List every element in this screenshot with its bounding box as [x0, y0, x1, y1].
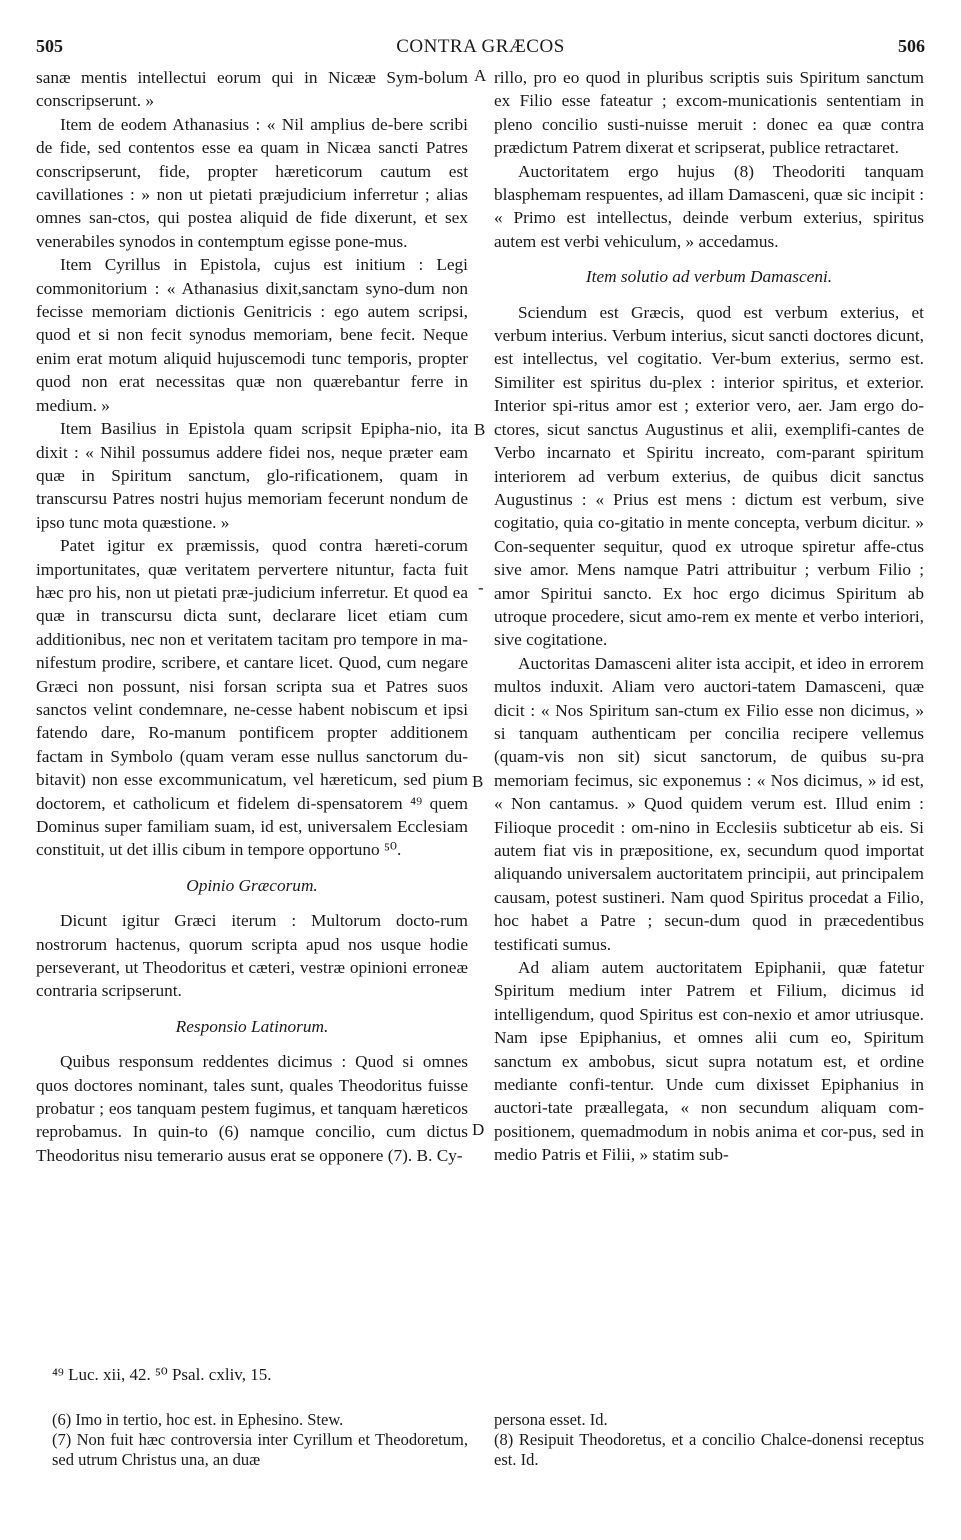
running-title: CONTRA GRÆCOS — [396, 36, 565, 57]
paragraph: Patet igitur ex præmissis, quod contra hæreti-corum importunitates, quæ veritatem pervertere nituntur, facta fuit hæc pro his, non ut pietati præ-judicium inferretur. Et quod ea quæ in transcursu dicta sunt, declarare licet etiam cum additionibus, nec non et veritatem tacitam pro tempore in ma-nifestum prodire, scribere, et cantare licet. Quod, cum negare Græci non possunt, nisi forsan scripta sua et Patres suos sanctos velint condemnare, ne-cesse habent nobiscum et ipsi fatendo dare, Ro-manum pontificem propter additionem factam in Symbolo (quam veram esse nullus sanctorum du-bitavit) non esse excommunicatum, vel hæreticum, sed pium doctorem, et catholicum et fidelem di-spensatorem ⁴⁹ quem Dominus super familiam suam, id est, universalem Ecclesiam constituit, ut det illis cibum in tempore opportuno ⁵⁰. — [36, 536, 468, 860]
paragraph: Dicunt igitur Græci iterum : Multorum docto-rum nostrorum hactenus, quorum scripta apud nos usque hodie perseverant, ut Theodoritus et cæteri, vestræ opinioni erroneæ contraria scripserunt. — [36, 911, 468, 1001]
margin-marker-d: D — [472, 1120, 485, 1139]
section-heading: Opinio Græcorum. — [186, 875, 318, 895]
paragraph: Item de eodem Athanasius : « Nil amplius de-bere scribi de fide, sed contentos esse ea quam in Nicæa sancti Patres conscripserunt, fide, propter hæreticorum cautum est cavillationes : » non ut pietati præjudicium inferretur ; alias omnes san-ctos, qui postea aliquid de fide dixerunt, et sex venerabiles synodos in contemptum egisse pone-mus. — [36, 114, 468, 251]
section-heading: Item solutio ad verbum Damasceni. — [585, 267, 833, 287]
footnote: (6) Imo in tertio, hoc est. in Ephesino. Stew. — [52, 1410, 344, 1429]
paragraph: Auctoritatem ergo hujus (8) Theodoriti tanquam blasphemam respuentes, ad illam Damasceni, quæ sic incipit : « Primo est intellectus, deinde verbum exterius, spiritus autem est verbi vehiculum, » accedamus. — [494, 161, 924, 251]
paragraph: Item Basilius in Epistola quam scripsit Epipha-nio, ita dixit : « Nihil possumus addere fidei nos, neque præter eam quæ in Spiritum sanctum, glo-rificationem, quam in transcursu Patres nostri hujus memoriam fecerunt nondum de ipso tunc mota quæstione. » — [36, 419, 468, 532]
section-heading: Responsio Latinorum. — [175, 1016, 329, 1036]
paragraph: sanæ mentis intellectui eorum qui in Nicææ Sym-bolum conscripserunt. » — [36, 68, 468, 111]
margin-marker-a: A — [474, 66, 487, 85]
footnote: (8) Resipuit Theodoretus, et a concilio Chalce-donensi receptus est. Id. — [494, 1430, 924, 1469]
footnotes-left — [52, 1410, 468, 1470]
paragraph: Ad aliam autem auctoritatem Epiphanii, quæ fatetur Spiritum medium inter Patrem et Filium, dicimus id intelligendum, quod Spiritus est con-nexio et amor utriusque. Nam ipse Epiphanius, et omnes alii cum eo, Spiritum sanctum ex ambobus, sicut supra notatum est, et ordine mediante confi-tentur. Unde cum dixisset Epiphanius in auctori-tate præallegata, « non secundum aliquam com-positionem, quemadmodum in nobis anima et cor-pus, sed in medio Patris et Filii, » statim sub- — [494, 958, 924, 1165]
paragraph: Quibus responsum reddentes dicimus : Quod si omnes quos doctores nominant, tales sunt, quales Theodoritus fuisse probatur ; eos tanquam pestem fugimus, et tanquam hæreticos reprobamus. In quin-to (6) namque concilio, cum dictus Theodoritus nisu temerario ausus erat se opponere (7). B. Cy- — [36, 1052, 468, 1165]
footnote: persona esset. Id. — [494, 1410, 608, 1429]
scripture-references: ⁴⁹ Luc. xii, 42. ⁵⁰ Psal. cxliv, 15. — [52, 1365, 272, 1384]
paragraph: Auctoritas Damasceni aliter ista accipit, et ideo in errorem multos induxit. Aliam vero auctori-tatem Damasceni, quæ dicit : « Nos Spiritum san-ctum ex Filio esse non dicimus, » si tanquam authenticam per concilia recipere vellemus (quam-vis non sit) sicut sanctorum, de quibus su-pra memoriam fecimus, sic exponemus : « Nos dicimus, » id est, « Non cantamus. » Quod quidem verum est. Illud enim : Filioque procedit : om-nino in Ecclesiis subticetur ab eis. Si autem fiat vis in præpositione, ex, secundum quod importat aliquando universalem auctoritatem principii, aut principalem causam, potest sustineri. Nam quod Spiritus procedat a Filio, hoc habet a Patre ; secun-dum quod in præcedentibus testificati sumus. — [494, 653, 924, 954]
margin-marker-dash: - — [478, 578, 484, 597]
paragraph: Item Cyrillus in Epistola, cujus est initium : Legi commonitorium : « Athanasius dixit,sanctam syno-dum non fecisse memoriam dictionis Genitricis : ego autem scripsi, quod et si non fecit synodus memoriam, bene fecit. Neque enim erat motum aliquid hujuscemodi tunc temporis, propter quod non erat necessitas quæ non quærebantur ferre in medium. » — [36, 255, 468, 415]
margin-marker-b: B — [472, 772, 484, 791]
paragraph: Sciendum est Græcis, quod est verbum exterius, et verbum interius. Verbum interius, sicut sancti doctores dicunt, est intellectus, vel cogitatio. Ver-bum exterius, sermo est. Similiter est spiritus du-plex : interior spiritus, et exterior. Interior spi-ritus amor est ; exterior vero, aer. Jam ergo do-ctores, sicut sanctus Augustinus et alii, exemplifi-cantes de Verbo incarnato et Spiritu increato, com-parant spiritum interiorem ad verbum exterius, de quibus dicit sanctus Augustinus : « Prius est mens : dictum est verbum, sive cogitatio, quia co-gitatio in mente concepta, verbum dicitur. » Con-sequenter sequitur, quod ex utroque spiretur affe-ctus sive amor. Mens namque Patri attribuitur ; verbum Filio ; amor Spiritui sancto. Ex hoc ergo dicimus Spiritum ab utroque procedere, sicut amo-rem ex mente et verbo interiori, sive cogitatione. — [494, 302, 924, 650]
right-column — [494, 66, 924, 1167]
footnotes-right — [494, 1410, 924, 1470]
footnote: (7) Non fuit hæc controversia inter Cyrillum et Theodoretum, sed utrum Christus una, an duæ — [52, 1430, 468, 1469]
margin-marker-b: B — [474, 420, 486, 439]
paragraph: rillo, pro eo quod in pluribus scriptis suis Spiritum sanctum ex Filio esse fateatur ; excom-municationis sententiam in pleno concilio susti-nuisse meruit : donec ea quæ contra prædictum Patrem dixerat et scripserat, publice retractaret. — [494, 68, 924, 158]
page-number-left: 505 — [36, 36, 63, 56]
left-column — [36, 66, 468, 1167]
page-number-right: 506 — [898, 36, 925, 56]
page-header — [36, 36, 925, 60]
